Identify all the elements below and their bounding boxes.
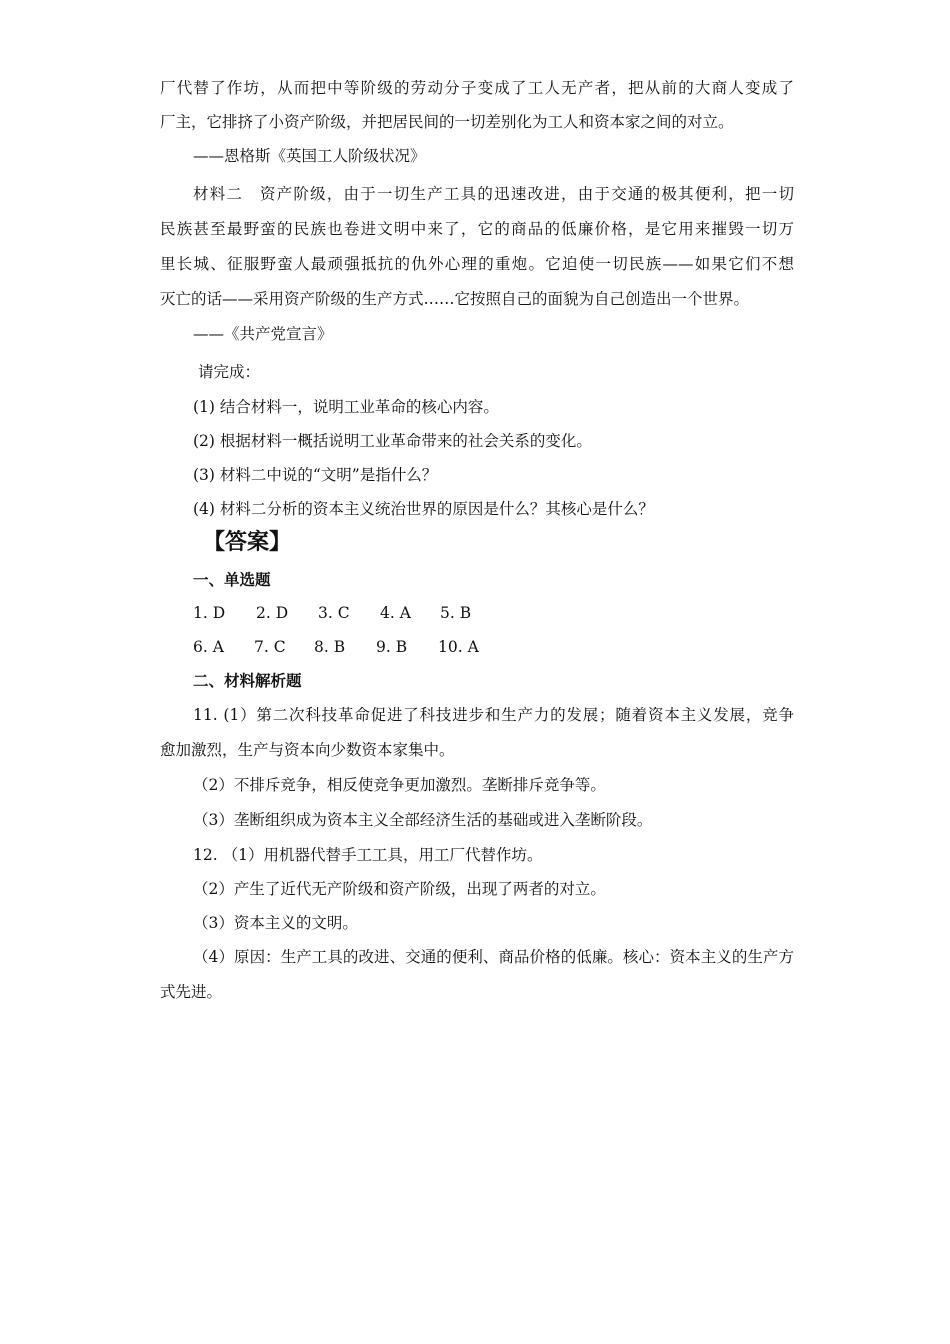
answer-11-part1-line2: 愈加激烈，生产与资本向少数资本家集中。 xyxy=(160,741,455,759)
mc-answer: 5. B xyxy=(440,604,472,622)
answer-12-part3: （3）资本主义的文明。 xyxy=(193,914,358,932)
answer-12-part4-line2: 式先进。 xyxy=(160,983,223,1001)
mc-answer: 8. B xyxy=(314,638,346,656)
answers-title: 【答案】 xyxy=(203,530,292,555)
material2-source: ——《共产党宣言》 xyxy=(193,325,333,343)
material2-line4: 灭亡的话——采用资产阶级的生产方式……它按照自己的面貌为自己创造出一个世界。 xyxy=(160,290,750,308)
mc-answer: 7. C xyxy=(254,638,286,656)
section-material-analysis: 二、材料解析题 xyxy=(193,672,302,690)
mc-answer: 6. A xyxy=(193,638,224,656)
mc-answer: 1. D xyxy=(193,604,226,622)
material2-line3: 里长城、征服野蛮人最顽强抵抗的仇外心理的重炮。它迫使一切民族——如果它们不想 xyxy=(160,255,794,273)
question-2: (2) 根据材料一概括说明工业革命带来的社会关系的变化。 xyxy=(193,432,592,450)
question-1: (1) 结合材料一，说明工业革命的核心内容。 xyxy=(193,398,499,416)
answer-11-part3: （3）垄断组织成为资本主义全部经济生活的基础或进入垄断阶段。 xyxy=(193,811,653,829)
material1-source: ——恩格斯《英国工人阶级状况》 xyxy=(193,147,426,165)
answer-11-part1-line1: 11. (1）第二次科技革命促进了科技进步和生产力的发展；随着资本主义发展，竞争 xyxy=(193,706,794,724)
mc-answer: 10. A xyxy=(438,638,479,656)
answer-12-part4-line1: （4）原因：生产工具的改进、交通的便利、商品价格的低廉。核心：资本主义的生产方 xyxy=(193,948,794,966)
question-3: (3) 材料二中说的“文明”是指什么？ xyxy=(193,466,438,484)
answer-11-part2: （2）不排斥竞争，相反使竞争更加激烈。垄断排斥竞争等。 xyxy=(193,776,606,794)
mc-answer: 4. A xyxy=(380,604,411,622)
mc-answer: 9. B xyxy=(376,638,408,656)
questions-prompt: 请完成： xyxy=(198,363,261,381)
answer-12-part1: 12. （1）用机器代替手工工具，用工厂代替作坊。 xyxy=(193,846,543,864)
mc-answer: 3. C xyxy=(318,604,350,622)
question-4: (4) 材料二分析的资本主义统治世界的原因是什么？其核心是什么？ xyxy=(193,500,654,518)
material1-line2: 厂主，它排挤了小资产阶级，并把居民间的一切差别化为工人和资本家之间的对立。 xyxy=(160,113,734,131)
material1-line1: 厂代替了作坊，从而把中等阶级的劳动分子变成了工人无产者，把从前的大商人变成了 xyxy=(160,79,794,97)
answer-12-part2: （2）产生了近代无产阶级和资产阶级，出现了两者的对立。 xyxy=(193,880,606,898)
mc-answer: 2. D xyxy=(256,604,289,622)
material2-line2: 民族甚至最野蛮的民族也卷进文明中来了，它的商品的低廉价格，是它用来摧毁一切万 xyxy=(160,220,794,238)
section-single-choice: 一、单选题 xyxy=(193,571,271,589)
material2-line1: 材料二 资产阶级，由于一切生产工具的迅速改进，由于交通的极其便利，把一切 xyxy=(193,185,794,203)
